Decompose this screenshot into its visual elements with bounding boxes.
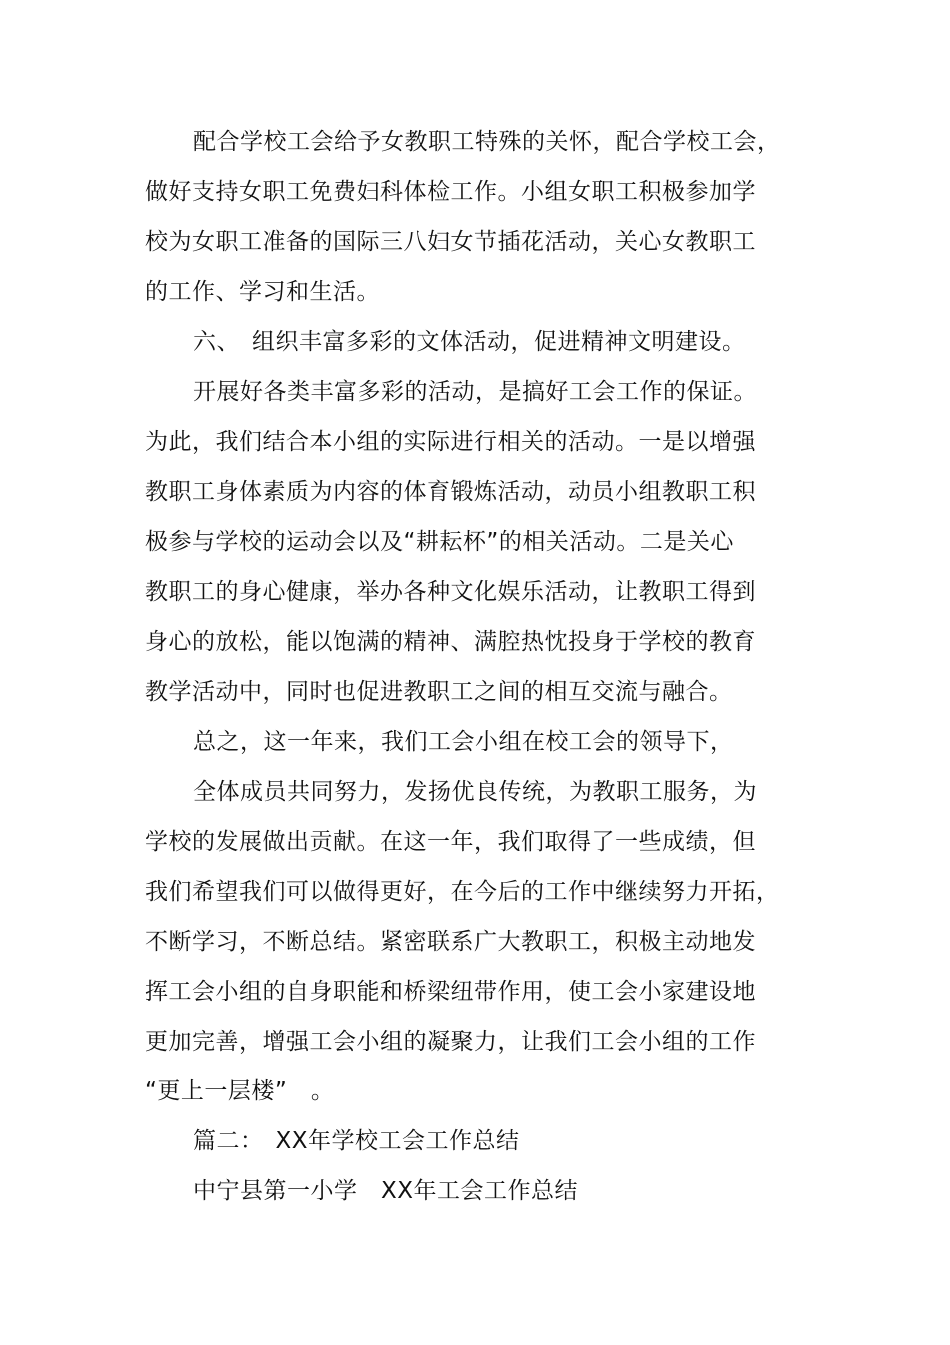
text-line: 教职工身体素质为内容的体育锻炼活动，动员小组教职工积 [145, 479, 756, 505]
article-subtitle: 中宁县第一小学 XX年工会工作总结 [193, 1178, 579, 1204]
text-line: 教职工的身心健康，举办各种文化娱乐活动，让教职工得到 [145, 579, 756, 605]
text-line: 全体成员共同努力，发扬优良传统，为教职工服务，为 [193, 779, 757, 805]
text-line: 挥工会小组的自身职能和桥梁纽带作用，使工会小家建设地 [145, 979, 756, 1005]
text-line: “更上一层楼” 。 [145, 1078, 335, 1104]
text-line: 学校的发展做出贡献。在这一年，我们取得了一些成绩，但 [145, 829, 756, 855]
text-line: 教学活动中，同时也促进教职工之间的相互交流与融合。 [145, 679, 733, 705]
text-line: 的工作、学习和生活。 [145, 279, 380, 305]
text-line: 校为女职工准备的国际三八妇女节插花活动，关心女教职工 [145, 229, 756, 255]
text-line: 不断学习，不断总结。紧密联系广大教职工，积极主动地发 [145, 929, 756, 955]
text-line: 总之，这一年来，我们工会小组在校工会的领导下， [193, 729, 734, 755]
text-line: 配合学校工会给予女教职工特殊的关怀，配合学校工会， [193, 129, 781, 155]
text-line: 极参与学校的运动会以及“耕耘杯”的相关活动。二是关心 [145, 529, 734, 555]
text-line: 我们希望我们可以做得更好，在今后的工作中继续努力开拓， [145, 879, 780, 905]
text-line: 做好支持女职工免费妇科体检工作。小组女职工积极参加学 [145, 179, 756, 205]
section-heading: 六、 组织丰富多彩的文体活动，促进精神文明建设。 [193, 329, 746, 355]
text-line: 更加完善，增强工会小组的凝聚力，让我们工会小组的工作 [145, 1029, 756, 1055]
text-line: 开展好各类丰富多彩的活动，是搞好工会工作的保证。 [193, 379, 757, 405]
article-title: 篇二： XX年学校工会工作总结 [193, 1128, 520, 1154]
text-line: 为此，我们结合本小组的实际进行相关的活动。一是以增强 [145, 429, 756, 455]
text-line: 身心的放松，能以饱满的精神、满腔热忱投身于学校的教育 [145, 629, 756, 655]
